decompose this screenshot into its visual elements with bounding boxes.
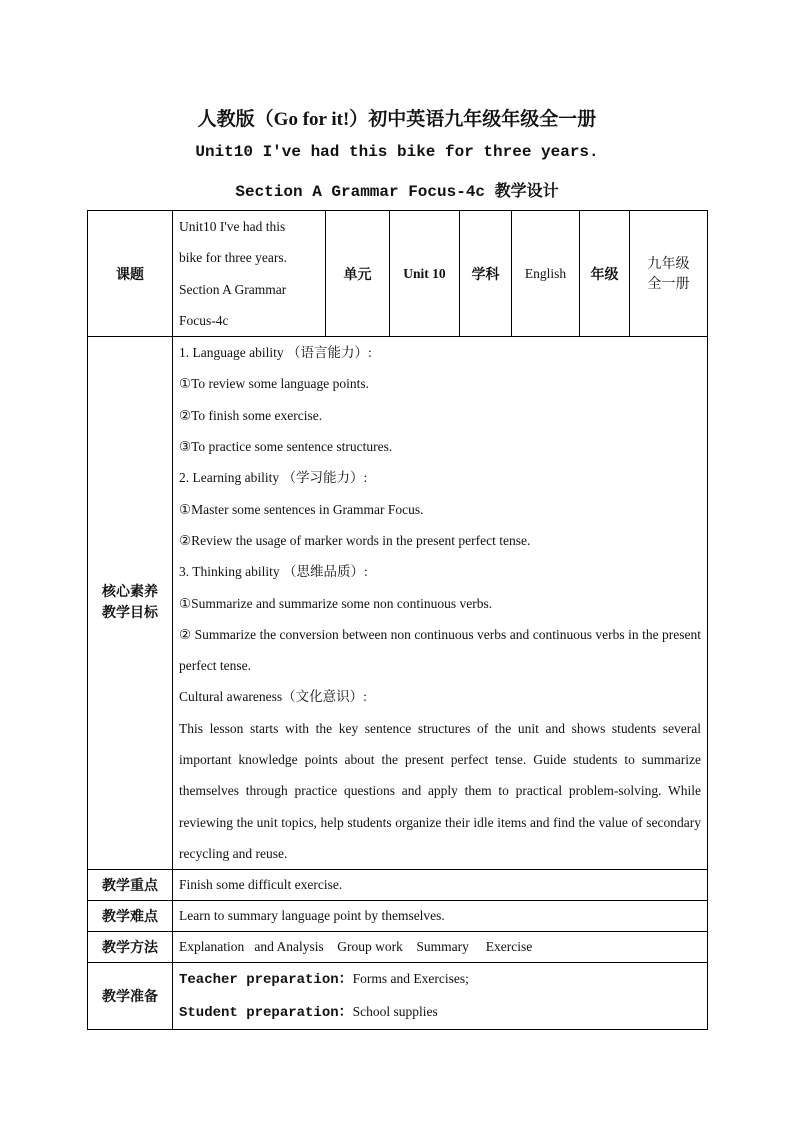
topic-line: Section A Grammar bbox=[179, 281, 287, 297]
teacher-preparation bbox=[179, 963, 701, 996]
preparation-label: 教学准备 bbox=[88, 963, 173, 1030]
topic-line: Unit10 I've had this bbox=[179, 219, 286, 234]
goal-line: ②Review the usage of marker words in the present perfect tense. bbox=[179, 532, 531, 548]
methods-label: 教学方法 bbox=[88, 932, 173, 963]
key-points-row bbox=[88, 870, 708, 901]
goals-label-line: 教学目标 bbox=[102, 605, 158, 622]
goal-line: ③To practice some sentence structures. bbox=[179, 439, 393, 455]
goal-line: 3. Thinking ability （思维品质）: bbox=[179, 564, 368, 580]
goal-line: ② Summarize the conversion between non continuous verbs and continuous verbs in the present perfect tense. bbox=[179, 626, 701, 674]
methods-value: Explanation and Analysis Group work Summary Exercise bbox=[173, 932, 708, 963]
student-preparation bbox=[179, 996, 701, 1029]
student-preparation-label: Student preparation： bbox=[179, 1005, 353, 1022]
topic-line: Focus-4c bbox=[179, 312, 229, 328]
lesson-plan-table bbox=[87, 210, 708, 1030]
grade-label: 年级 bbox=[580, 211, 630, 337]
section-title: Section A Grammar Focus-4c 教学设计 bbox=[235, 183, 559, 201]
subject-label: 学科 bbox=[460, 211, 512, 337]
methods-row bbox=[88, 932, 708, 963]
info-row bbox=[88, 211, 708, 337]
teacher-preparation-value: Forms and Exercises; bbox=[352, 971, 469, 987]
key-points-label: 教学重点 bbox=[88, 870, 173, 901]
difficulties-value: Learn to summary language point by themselves. bbox=[173, 901, 708, 932]
goals-label bbox=[88, 337, 173, 870]
goal-line: ②To finish some exercise. bbox=[179, 407, 323, 423]
goals-content bbox=[173, 337, 708, 870]
key-points-value: Finish some difficult exercise. bbox=[173, 870, 708, 901]
goals-label-line: 核心素养 bbox=[102, 584, 158, 601]
grade-line: 九年级 bbox=[647, 255, 690, 272]
grade-value bbox=[630, 211, 708, 337]
goal-line: 1. Language ability （语言能力）: bbox=[179, 345, 372, 361]
preparation-value bbox=[173, 963, 708, 1030]
goal-line: Cultural awareness（文化意识）: bbox=[179, 689, 367, 705]
grade-line: 全一册 bbox=[647, 275, 690, 292]
topic-value bbox=[173, 211, 326, 337]
preparation-row bbox=[88, 963, 708, 1030]
goal-line: This lesson starts with the key sentence structures of the unit and shows students several important knowledge points about the present perfect tense. Guide students to summarize themselves through practice questions and apply them to practical problem-solving. While reviewing the unit topics, help students organize their idle items and find the value of secondary recycling and reuse. bbox=[179, 720, 701, 861]
goal-line: ①To review some language points. bbox=[179, 376, 369, 392]
unit-value: Unit 10 bbox=[390, 211, 460, 337]
goals-row bbox=[88, 337, 708, 870]
teacher-preparation-label: Teacher preparation： bbox=[179, 972, 353, 989]
student-preparation-value: School supplies bbox=[352, 1004, 438, 1020]
subject-value: English bbox=[512, 211, 580, 337]
goal-line: ①Master some sentences in Grammar Focus. bbox=[179, 501, 424, 517]
difficulties-label: 教学难点 bbox=[88, 901, 173, 932]
unit-label: 单元 bbox=[326, 211, 390, 337]
topic-line: bike for three years. bbox=[179, 250, 287, 266]
unit-title: Unit10 I've had this bike for three years. bbox=[195, 143, 599, 161]
goal-line: 2. Learning ability （学习能力）: bbox=[179, 470, 368, 486]
difficulties-row bbox=[88, 901, 708, 932]
goal-line: ①Summarize and summarize some non continuous verbs. bbox=[179, 595, 493, 611]
topic-label: 课题 bbox=[88, 211, 173, 337]
document-title: 人教版（Go for it!）初中英语九年级年级全一册 bbox=[197, 109, 597, 130]
